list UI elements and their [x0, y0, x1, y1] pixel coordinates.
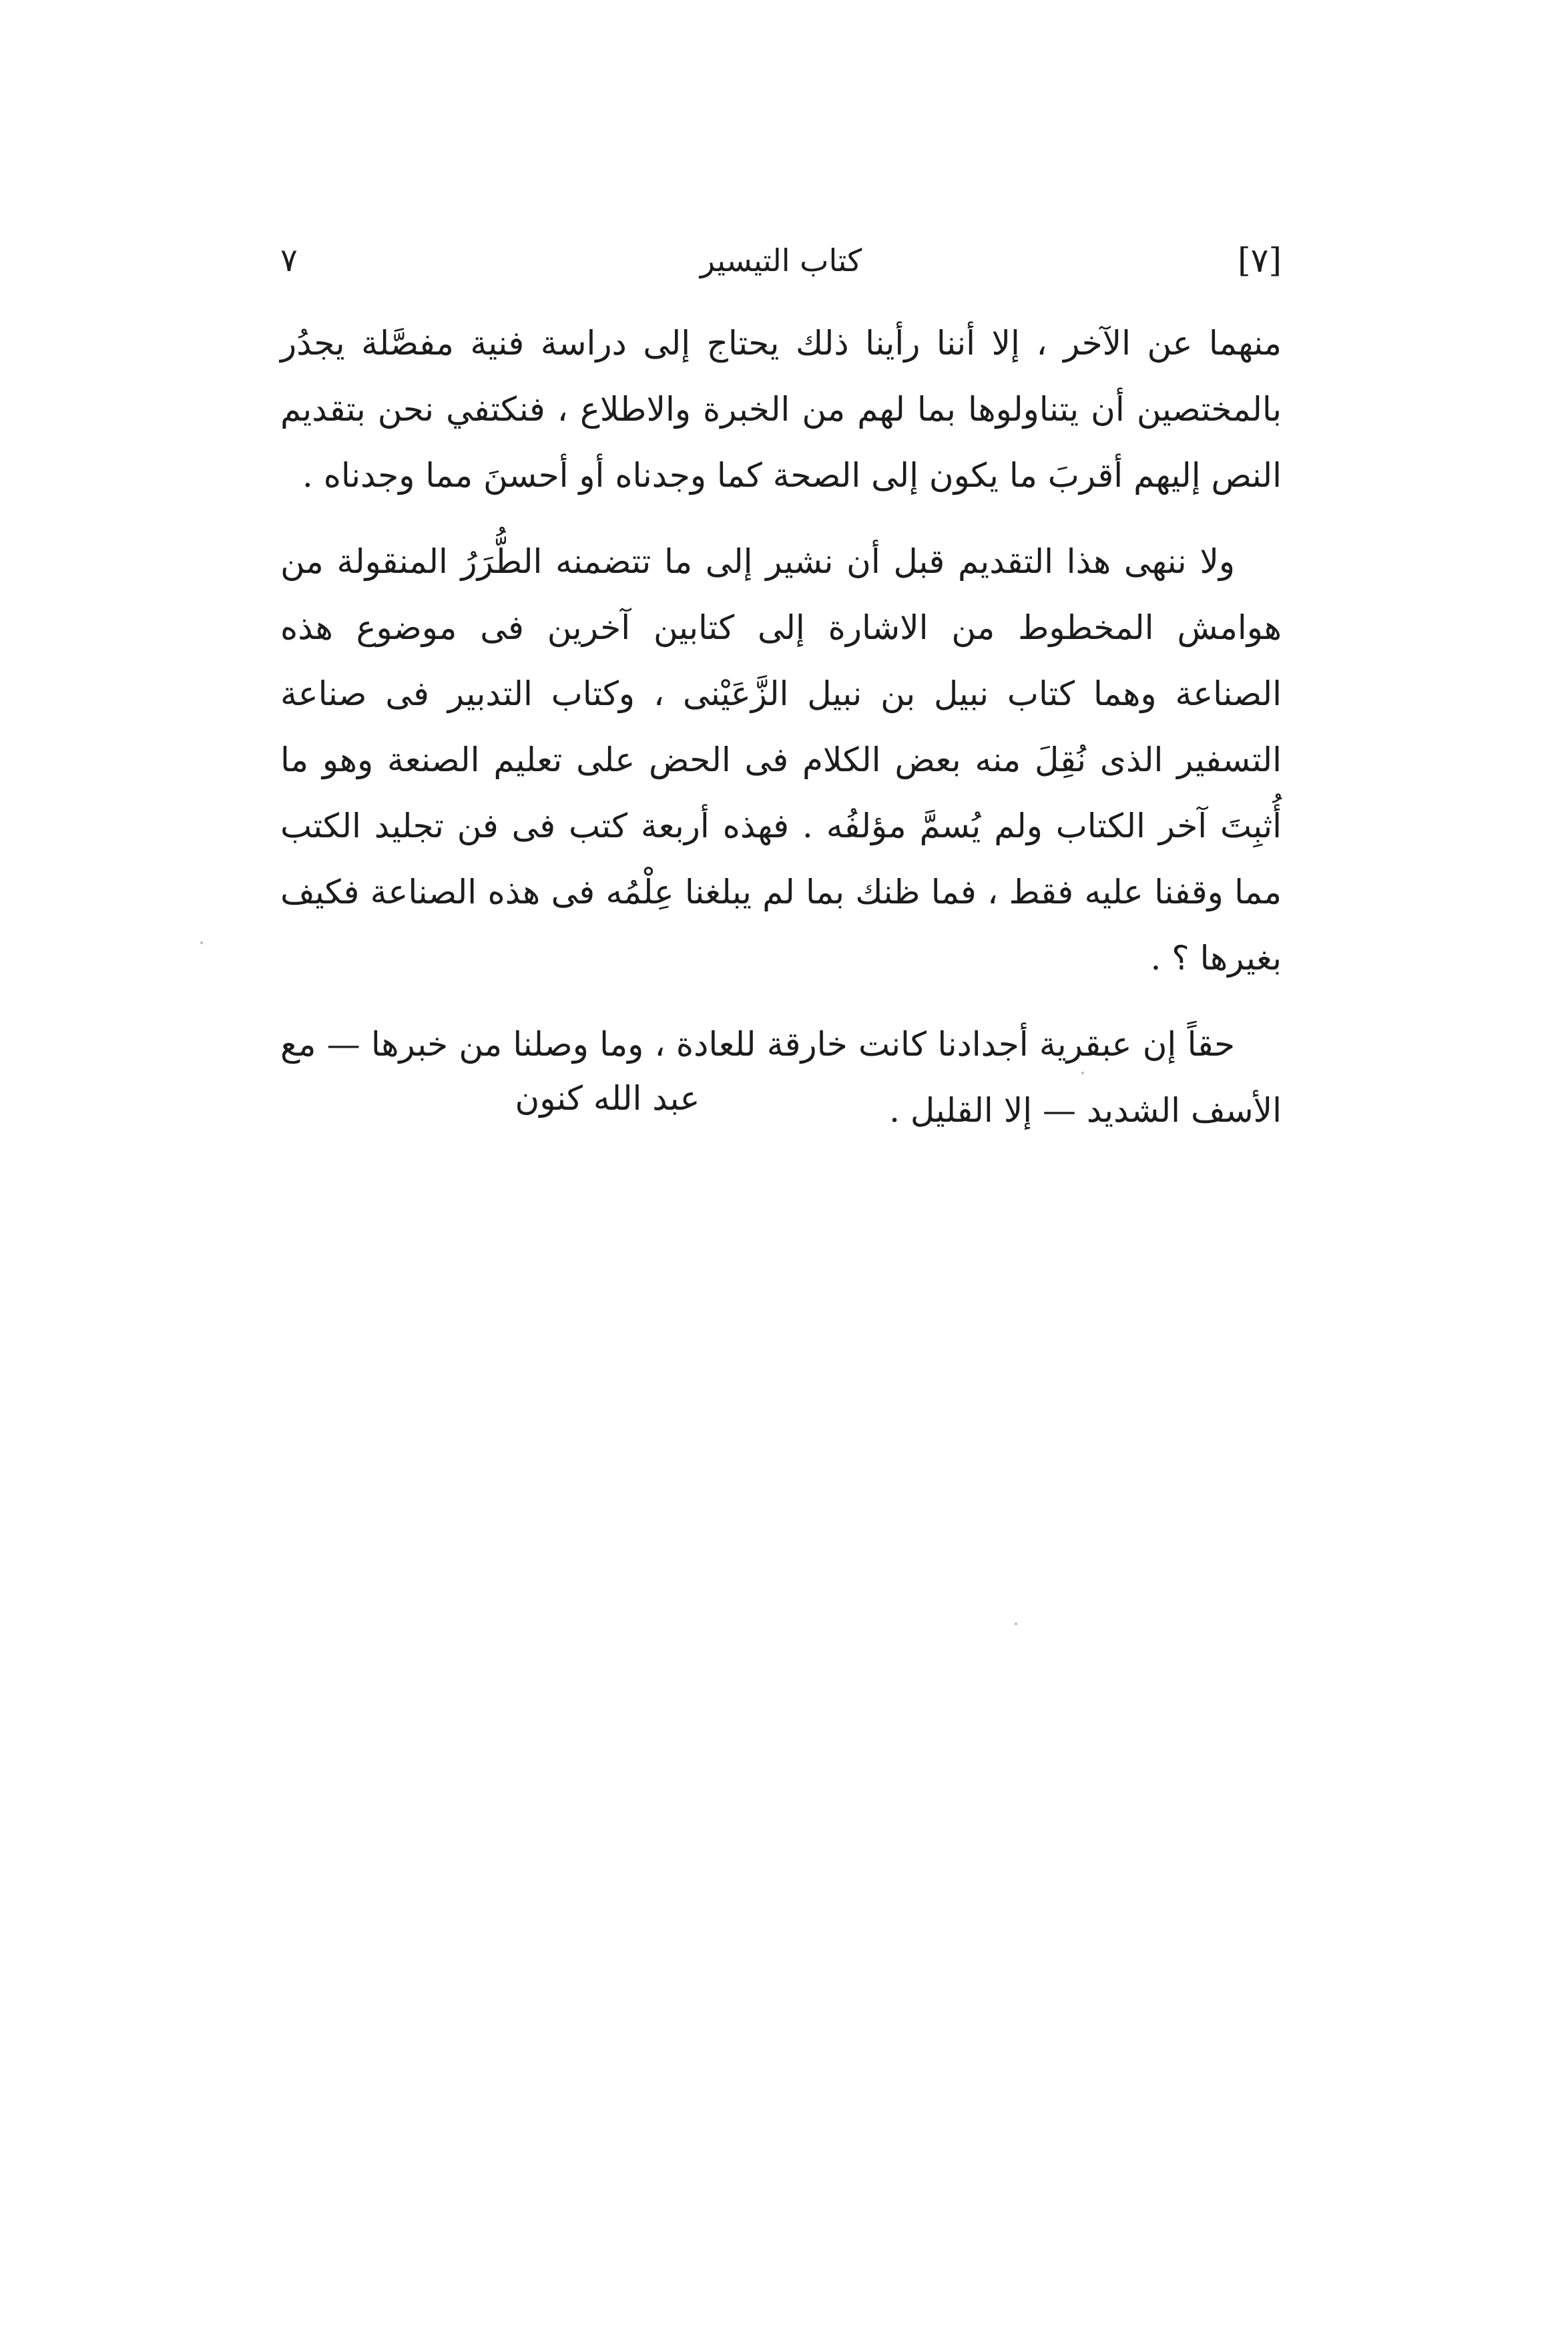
scan-speck: [1015, 1623, 1017, 1625]
scan-speck: [1081, 1072, 1084, 1074]
paragraph-closing: حقاً إن عبقرية أجدادنا كانت خارقة للعادة ، وما وصلنا من خبرها — مع الأسف الشديد — إلا القليل .: [280, 1025, 1282, 1130]
scan-speck: [200, 941, 203, 944]
paragraph-continued: منهما عن الآخر ، إلا أننا رأينا ذلك يحتاج إلى دراسة فنية مفصَّلة يجدُر بالمختصين أن يتناولوها بما لهم من الخبرة والاطلاع ، فنكتفي نحن بتقديم النص إليهم أقربَ ما يكون إلى الصحة كما وجدناه أو أحسنَ مما وجدناه .: [280, 324, 1282, 495]
page-header: [280, 234, 1282, 287]
paragraph-sources: ولا ننهى هذا التقديم قبل أن نشير إلى ما تتضمنه الطُّرَرُ المنقولة من هوامش المخطوط من الاشارة إلى كتابين آخرين فى موضوع هذه الصناعة وهما كتاب نبيل بن نبيل الزَّعَيْنى ، وكتاب التدبير فى صناعة التسفير الذى نُقِلَ منه بعض الكلام فى الحض على تعليم الصنعة وهو ما أُثبِتَ آخر الكتاب ولم يُسمَّ مؤلفُه . فهذه أربعة كتب فى فن تجليد الكتب مما وقفنا عليه فقط ، فما ظنك بما لم يبلغنا عِلْمُه فى هذه الصناعة فكيف بغيرها ؟ .: [280, 542, 1282, 978]
author-signature: عبد الله كنون: [515, 1079, 700, 1118]
body-text: [280, 310, 1282, 1144]
page-number-bracketed: [٧]: [1238, 241, 1282, 280]
page-number: ٧: [280, 242, 298, 279]
running-title: كتاب التيسير: [700, 242, 862, 278]
